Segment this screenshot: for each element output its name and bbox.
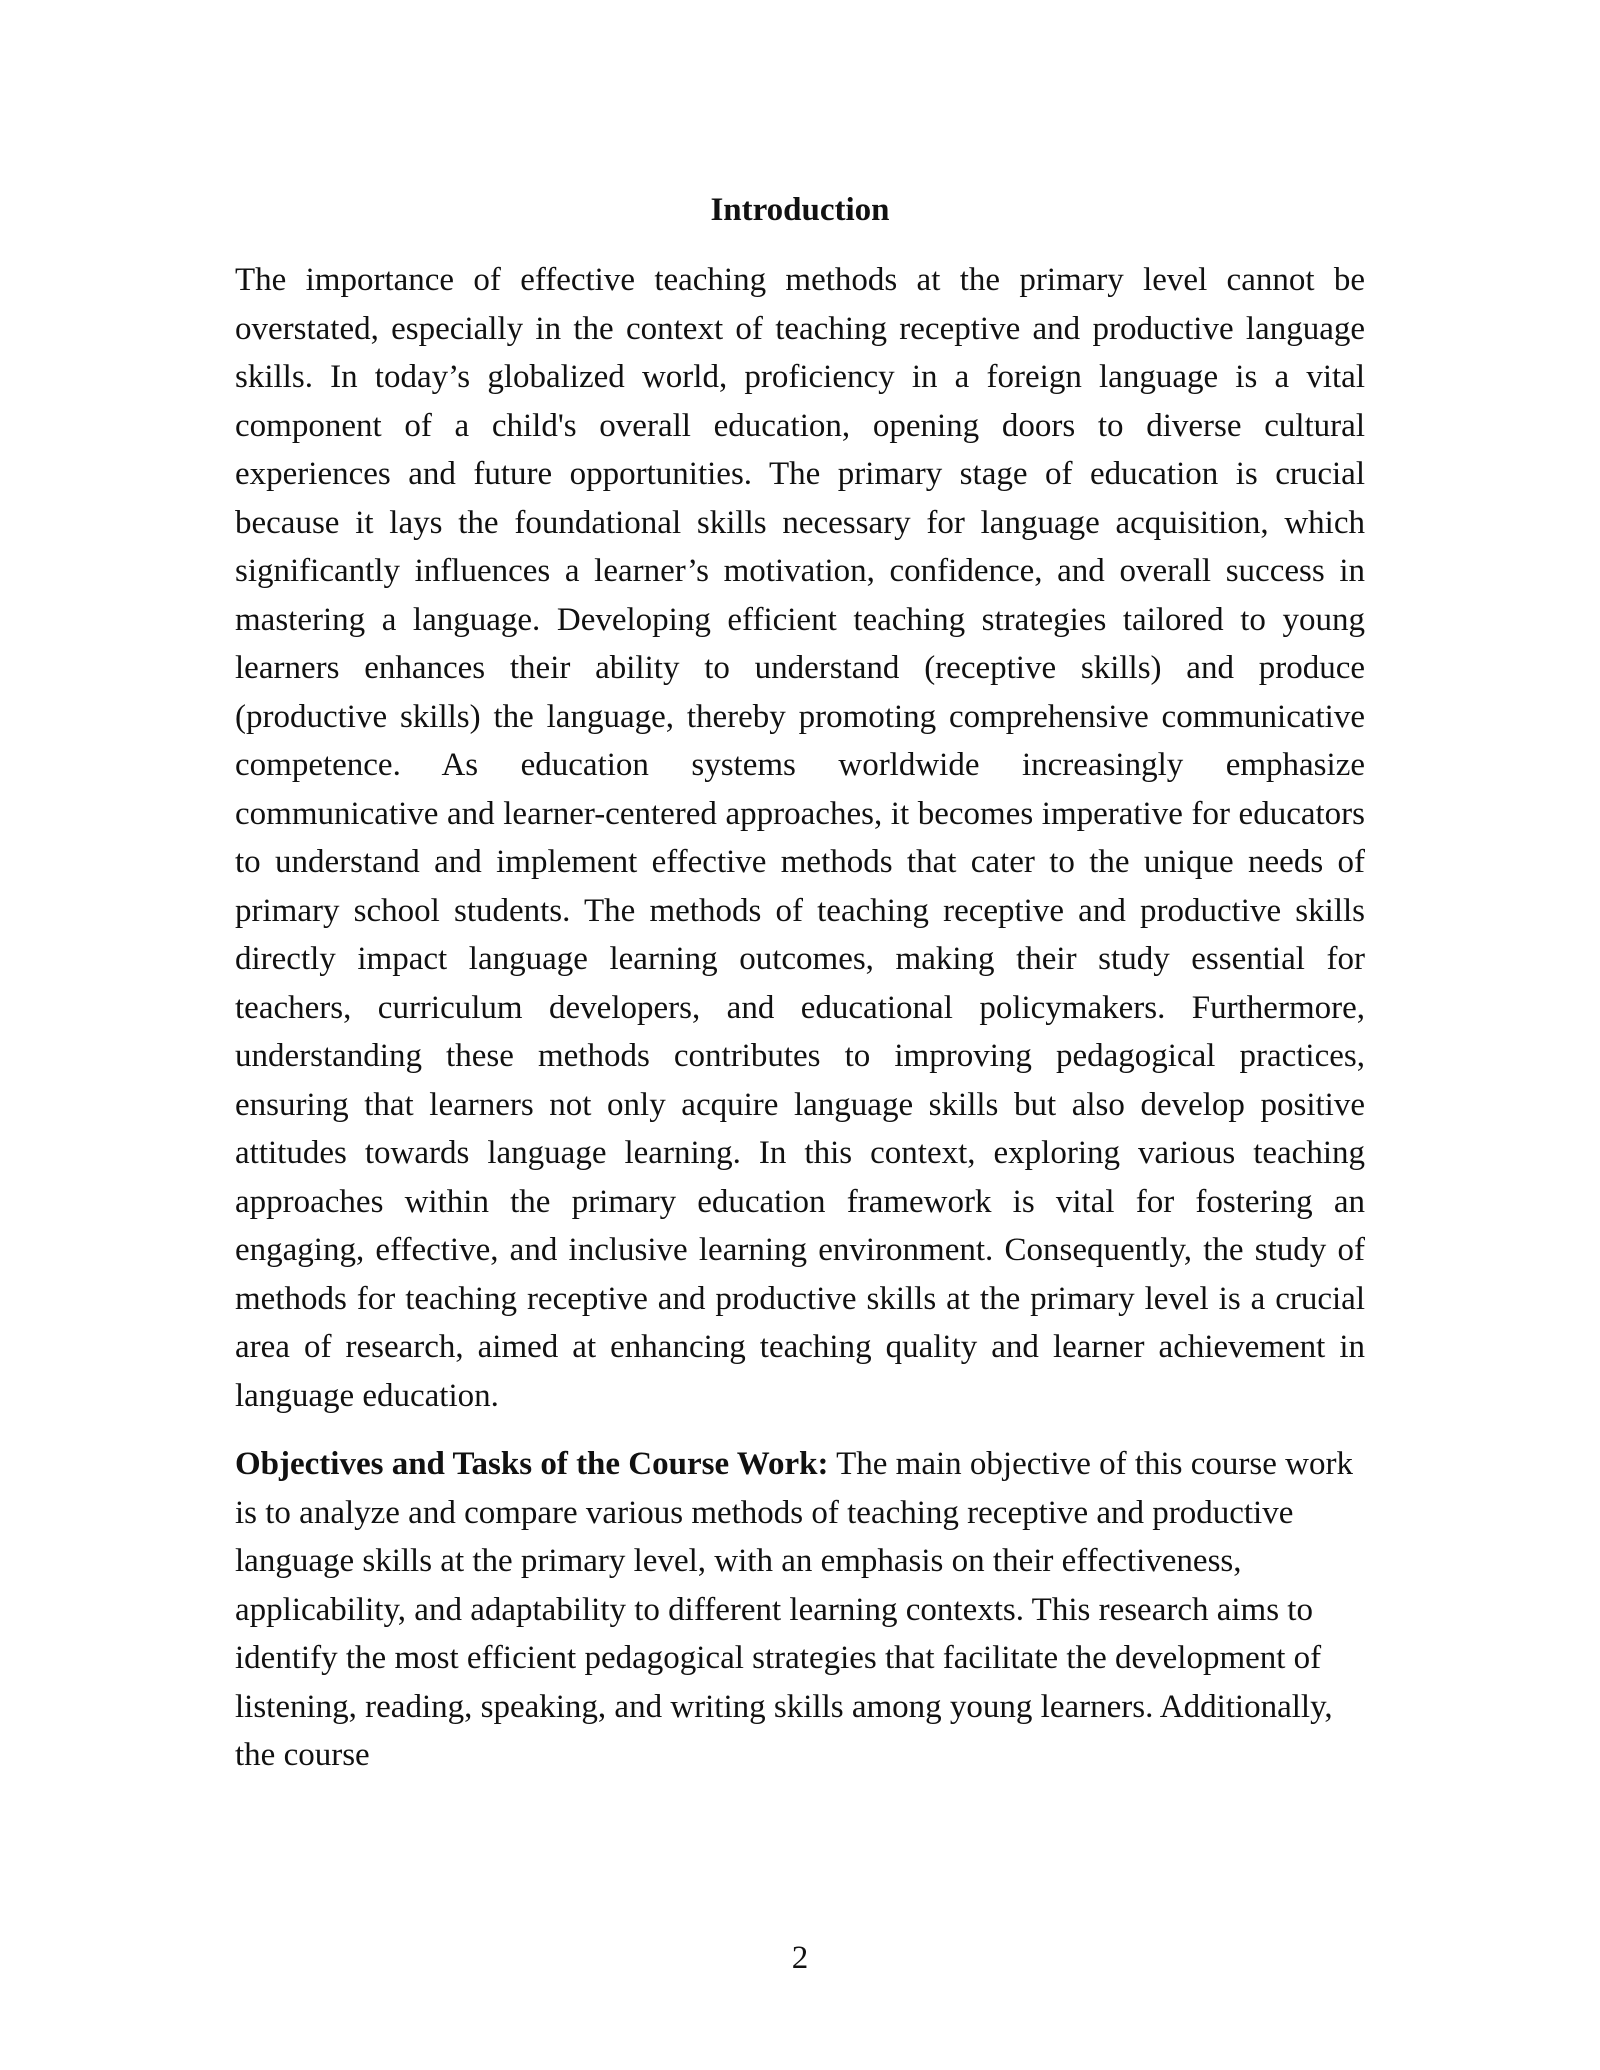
page-content: [235, 186, 1365, 1780]
intro-paragraph: The importance of effective teaching methods at the primary level cannot be overstated, especially in the context of teaching receptive and productive language skills. In today’s globalized world, proficiency in a foreign language is a vital component of a child's overall education, opening doors to diverse cultural experiences and future opportunities. The primary stage of education is crucial because it lays the foundational skills necessary for language acquisition, which significantly influences a learner’s motivation, confidence, and overall success in mastering a language. Developing efficient teaching strategies tailored to young learners enhances their ability to understand (receptive skills) and produce (productive skills) the language, thereby promoting comprehensive communicative competence. As education systems worldwide increasingly emphasize communicative and learner-centered approaches, it becomes imperative for educators to understand and implement effective methods that cater to the unique needs of primary school students. The methods of teaching receptive and productive skills directly impact language learning outcomes, making their study essential for teachers, curriculum developers, and educational policymakers. Furthermore, understanding these methods contributes to improving pedagogical practices, ensuring that learners not only acquire language skills but also develop positive attitudes towards language learning. In this context, exploring various teaching approaches within the primary education framework is vital for fostering an engaging, effective, and inclusive learning environment. Consequently, the study of methods for teaching receptive and productive skills at the primary level is a crucial area of research, aimed at enhancing teaching quality and learner achievement in language education.: [235, 262, 1365, 1414]
objectives-lead: Objectives and Tasks of the Course Work:: [235, 1446, 829, 1482]
objectives-paragraph: [235, 1440, 1365, 1780]
section-heading: Introduction: [710, 192, 890, 228]
objectives-text: The main objective of this course work is to analyze and compare various methods of teaching receptive and productive language skills at the primary level, with an emphasis on their effectiveness, applicability, and adaptability to different learning contexts. This research aims to identify the most efficient pedagogical strategies that facilitate the development of listening, reading, speaking, and writing skills among young learners. Additionally, the course: [235, 1446, 1353, 1773]
page-number: 2: [791, 1940, 809, 1976]
